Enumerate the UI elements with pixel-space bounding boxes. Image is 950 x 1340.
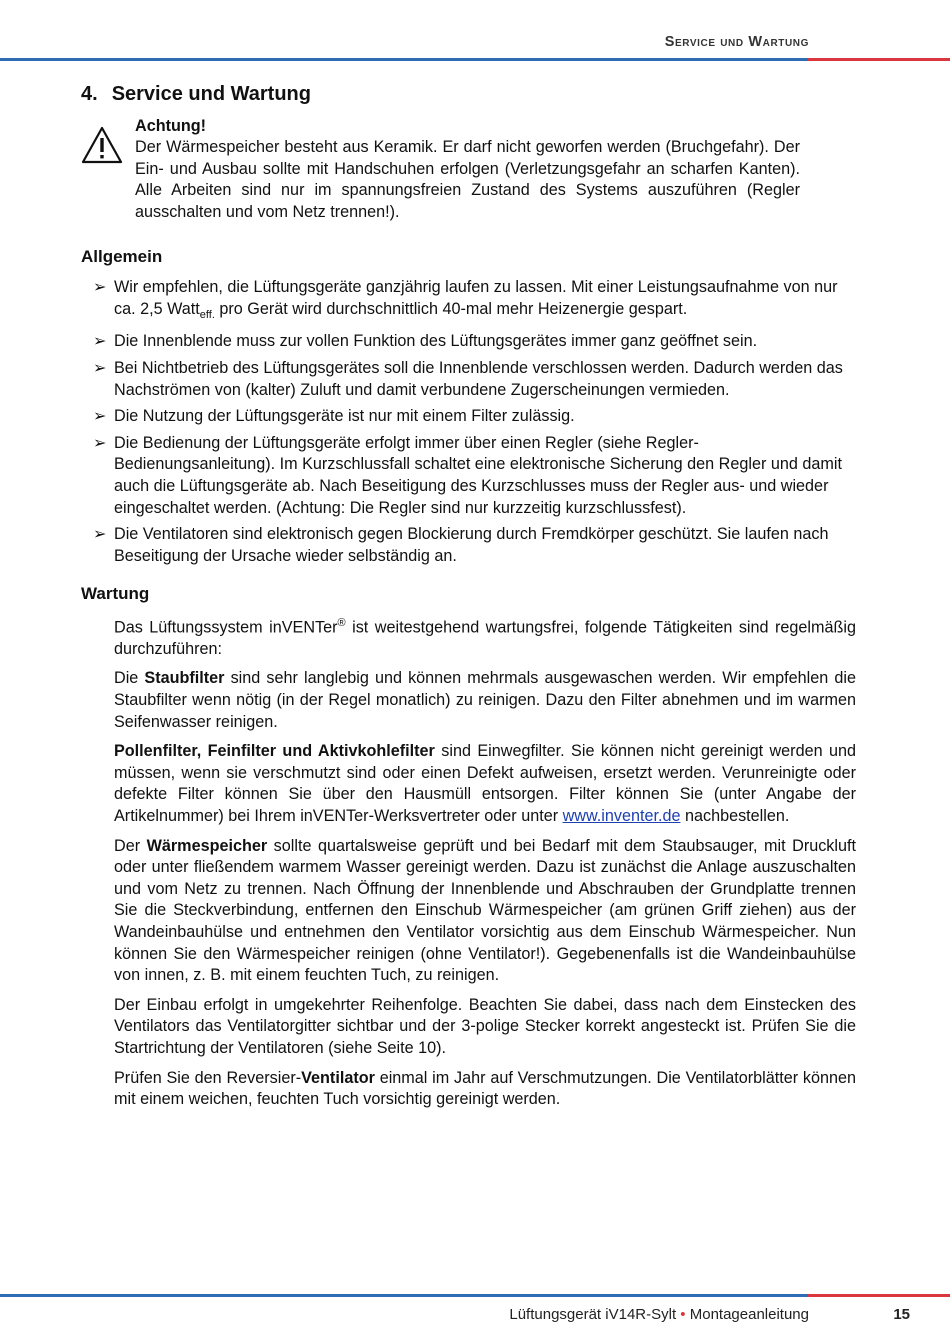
- section-heading: [81, 84, 856, 106]
- arrow-bullet-icon: ➢: [93, 279, 107, 297]
- paragraph: [114, 668, 856, 733]
- footer-separator: •: [680, 1306, 686, 1323]
- heading-allgemein: Allgemein: [81, 246, 163, 266]
- page-content: [81, 84, 856, 1111]
- paragraph: [114, 836, 856, 987]
- paragraph-text: Prüfen Sie den Reversier-: [114, 1068, 302, 1087]
- list-item-text: pro Gerät wird durchschnittlich 40-mal mehr Heizenergie gespart.: [214, 299, 688, 318]
- header-rule-blue: [0, 58, 808, 61]
- arrow-bullet-icon: ➢: [93, 359, 107, 377]
- paragraph-text: sind sehr langlebig und können mehrmals ausgewaschen werden. Wir empfehlen die Staubfilter wenn nötig (in der Regel monatlich) zu reinigen. Dazu den Filter abnehmen und im warmen Seifenwasser reinigen.: [114, 669, 856, 731]
- arrow-bullet-icon: ➢: [93, 408, 107, 426]
- list-item: [81, 358, 856, 401]
- warning-title: Achtung!: [135, 116, 207, 135]
- paragraph: [114, 741, 856, 827]
- arrow-bullet-icon: ➢: [93, 434, 107, 452]
- warning-box: [81, 116, 800, 224]
- list-item-subscript: eff.: [199, 308, 215, 321]
- paragraph-text: nachbestellen.: [680, 807, 790, 826]
- header-title: Service und Wartung: [664, 34, 809, 50]
- section-title: Service und Wartung: [111, 83, 311, 105]
- list-item-text: Die Ventilatoren sind elektronisch gegen Blockierung durch Fremdkörper geschützt. Sie laufen nach Beseitigung der Ursache wieder selbständig an.: [114, 525, 829, 565]
- list-item-text: Die Innenblende muss zur vollen Funktion des Lüftungsgerätes immer ganz geöffnet sein.: [114, 332, 758, 351]
- paragraph-text: ist weitestgehend wartungsfrei, folgende Tätigkeiten sind regelmäßig durchzuführen:: [114, 618, 856, 658]
- list-item: [81, 277, 856, 326]
- arrow-bullet-icon: ➢: [93, 526, 107, 544]
- list-item-text: Die Bedienung der Lüftungsgeräte erfolgt immer über einen Regler (siehe Regler-Bedienungsanleitung). Im Kurzschlussfall schaltet eine elektronische Sicherung den Regler und damit auch die Lüftungsgeräte ab. Nach Beseitigung des Kurzschlusses muss der Regler aus- und wieder eingeschaltet werden. (Achtung: Die Regler sind nur kurzzeitig kurzschlussfest).: [114, 433, 842, 517]
- footer-rule-blue: [0, 1294, 808, 1297]
- footer-text: [509, 1306, 809, 1323]
- paragraph-text: Die: [114, 669, 145, 688]
- paragraph-text: sind Einwegfilter. Sie können nicht gereinigt werden und müssen, wenn sie verschmutzt sind oder einen Defekt aufweisen, ersetzt werden. Verunreinigte oder defekte Filter können Sie über den Hausmüll entsorgen. Filter können Sie (unter Angabe der Artikelnummer) bei Ihrem inVENTer-Werksvertreter oder unter: [114, 742, 856, 826]
- warning-text: Der Wärmespeicher besteht aus Keramik. Er darf nicht geworfen werden (Bruchgefahr). Der Ein- und Ausbau sollte mit Handschuhen erfolgen (Verletzungsgefahr an scharfen Kanten). Alle Arbeiten sind nur im spannungsfreien Zustand des Systems auszuführen (Regler ausschalten und vom Netz trennen!).: [135, 138, 800, 221]
- list-item: [81, 406, 856, 428]
- list-item-text: Die Nutzung der Lüftungsgeräte ist nur mit einem Filter zulässig.: [114, 407, 575, 426]
- list-item: [81, 331, 856, 353]
- inventer-link[interactable]: www.inventer.de: [562, 807, 681, 826]
- bold-term: Staubfilter: [144, 669, 225, 688]
- list-item-text: Bei Nichtbetrieb des Lüftungsgerätes soll die Innenblende verschlossen werden. Dadurch werden das Nachströmen von (kalter) Zuluft und damit verbundene Zugerscheinungen vermieden.: [114, 358, 843, 399]
- registered-mark: ®: [337, 616, 346, 629]
- paragraph-text: sollte quartalsweise geprüft und bei Bedarf mit dem Staubsauger, mit Druckluft oder unter fließendem warmem Wasser gereinigt werden. Dazu ist zunächst die Anlage auszuschalten und vom Netz zu trennen. Nach Öffnung der Innenblende und Abschrauben der Grundplatte trennen Sie die Steckverbindung, entfernen den Einschub Wärmespeicher (am grünen Griff ziehen) aus der Wandeinbauhülse und entnehmen den Ventilator vorsichtig aus dem Einschub Wärmespeicher. Nun können Sie den Wärmespeicher reinigen (ohne Ventilator!). Gegebenenfalls ist die Wandeinbauhülse von innen, z. B. mit einem feuchten Tuch, zu reinigen.: [114, 836, 856, 985]
- footer-rule-red: [808, 1294, 950, 1297]
- bold-term: Ventilator: [301, 1068, 375, 1087]
- page-header: [0, 0, 950, 62]
- paragraph-text: Der: [114, 836, 147, 855]
- bold-term: Wärmespeicher: [146, 836, 268, 855]
- bold-term: Pollenfilter, Feinfilter und Aktivkohlefilter: [114, 742, 435, 761]
- section-number: 4.: [81, 83, 98, 105]
- paragraph-text: einmal im Jahr auf Verschmutzungen. Die Ventilatorblätter können mit einem weichen, feuchten Tuch vorsichtig gereinigt werden.: [114, 1068, 856, 1109]
- paragraph: [114, 1068, 856, 1111]
- page-number: 15: [893, 1306, 910, 1323]
- arrow-bullet-icon: ➢: [93, 333, 107, 351]
- list-item-text: Wir empfehlen, die Lüftungsgeräte ganzjährig laufen zu lassen. Mit einer Leistungsaufnahme von nur ca. 2,5 Watt: [114, 278, 838, 318]
- wartung-body: [81, 613, 856, 1111]
- list-item: [81, 433, 856, 519]
- list-item: [81, 524, 856, 567]
- footer-doc: Montageanleitung: [689, 1306, 809, 1323]
- warning-triangle-icon: [81, 126, 123, 164]
- heading-wartung: Wartung: [81, 584, 150, 604]
- paragraph-text: Das Lüftungssystem inVENTer: [114, 618, 338, 637]
- footer-product: Lüftungsgerät iV14R-Sylt: [509, 1306, 677, 1323]
- header-rule-red: [808, 58, 950, 61]
- allgemein-list: [81, 277, 856, 567]
- paragraph: [114, 613, 856, 661]
- paragraph: Der Einbau erfolgt in umgekehrter Reihenfolge. Beachten Sie dabei, dass nach dem Einstecken des Ventilators das Ventilatorgitter sichtbar und der 3-polige Stecker korrekt angesteckt ist. Prüfen Sie die Startrichtung der Ventilatoren (siehe Seite 10).: [114, 995, 856, 1057]
